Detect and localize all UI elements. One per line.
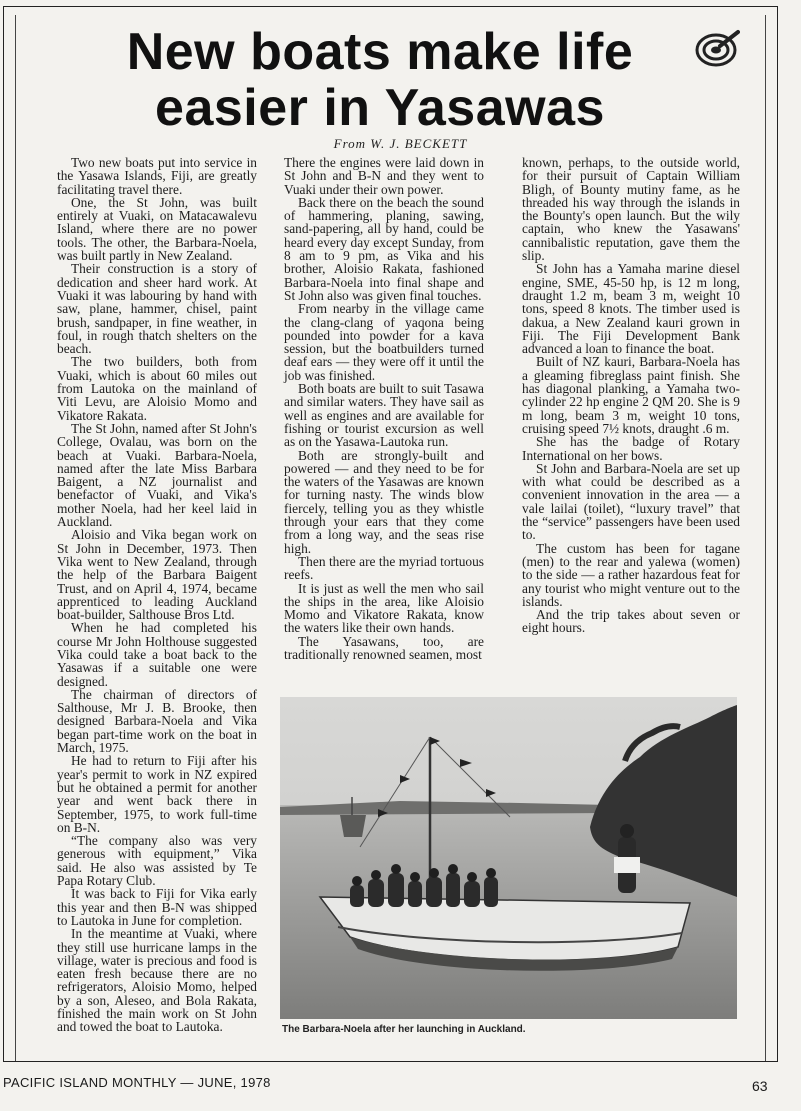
paragraph: From nearby in the village came the clang-clang of yaqona being pounded into powder for a kava session, but the boatbuilders turned deaf ears — they were off it until the job was finished.	[284, 301, 484, 383]
paragraph: known, perhaps, to the outside world, for their pursuit of Captain William Bligh, of Bounty mutiny fame, as he threaded his way through the islands in the Bounty's open launch. But the wily captain, who knew the Yasawans' cannibalistic reputation, gave them the slip.	[522, 155, 740, 264]
paragraph: One, the St John, was built entirely at Vuaki, on Matacawalevu Island, where there are no power tools. The other, the Barbara-Noela, was built partly in New Zealand.	[57, 194, 257, 264]
article-column-1	[57, 156, 257, 1034]
headline-line-1: New boats make life	[126, 23, 634, 81]
paragraph: Back there on the beach the sound of hammering, planing, sawing, sand-papering, all by hand, could be heard every day except Sunday, from 8 am to 9 pm, as Vika and his brother, Aloisio Rakata, fashioned Barbara-Noela into final shape and St John also was given final touches.	[284, 194, 484, 303]
headline-line-2: easier in Yasawas	[155, 79, 605, 137]
paragraph: St John has a Yamaha marine diesel engine, SME, 45-50 hp, is 12 m long, draught 1.2 m, beam 3 m, weight 10 tons, speed 8 knots. The timber used is dakua, a New Zealand kauri grown in Fiji. The Fiji Development Bank advanced a loan to finance the boat.	[522, 261, 740, 357]
paragraph: He had to return to Fiji after his year's permit to work in NZ expired but he obtained a permit for another year and went back there in September, 1975, to work full-time on B-N.	[57, 753, 257, 835]
paragraph: It was back to Fiji for Vika early this year and then B-N was shipped to Lautoka in June for completion.	[57, 886, 257, 928]
paragraph: Built of NZ kauri, Barbara-Noela has a gleaming fibreglass paint finish. She has diagonal planking, a Yamaha two-cylinder 22 hp engine 2 QM 20. She is 9 m long, beam 3 m, weight 10 tons, cruising speed 7½ knots, draught .6 m.	[522, 354, 740, 436]
paragraph: In the meantime at Vuaki, where they still use hurricane lamps in the village, water is precious and food is eaten fresh because there are no refrigerators, Aloisio Momo, helped by a son, Aleseo, and Bola Rakata, finished the main work on St John and towed the boat to Lautoka.	[57, 926, 257, 1035]
paragraph: The St John, named after St John's College, Ovalau, was born on the beach at Vuaki. Barbara-Noela, named after the late Miss Barbara Baigent, a NZ journalist and benefactor of Vuaki, and Vika's mother Noela, had her keel laid in Auckland.	[57, 420, 257, 530]
boat-photo-icon	[280, 697, 737, 1019]
paragraph: Both are strongly-built and powered — and they need to be for the waters of the Yasawas are known for turning nasty. The winds blow fiercely, telling you as they whistle through your ears that they come from a long way, and the seas rise high.	[284, 447, 484, 556]
photo-caption: The Barbara-Noela after her launching in Auckland.	[282, 1024, 526, 1035]
paragraph: Aloisio and Vika began work on St John in December, 1973. Then Vika went to New Zealand, through the help of the Barbara Baigent Trust, and on April 4, 1974, became apprenticed to leading Auckland boat-builder, Salthouse Bros Ltd.	[57, 527, 257, 623]
paragraph: Then there are the myriad tortuous reefs.	[284, 553, 484, 583]
paragraph: The two builders, both from Vuaki, which is about 60 miles out from Lautoka on the mainland of Viti Levu, are Aloisio Momo and Vikatore Rakata.	[57, 354, 257, 423]
paragraph: And the trip takes about seven or eight hours.	[522, 607, 740, 636]
paragraph: It is just as well the men who sail the ships in the area, like Aloisio Momo and Vikatore Rakata, know the waters like their own hands.	[284, 580, 484, 636]
paragraph: She has the badge of Rotary International on her bows.	[522, 434, 740, 463]
article-column-3	[522, 156, 740, 635]
spiral-mark-icon	[694, 28, 740, 68]
paragraph: St John and Barbara-Noela are set up with what could be described as a convenient innovation in the area — a vale lailai (toilet), “luxury travel” that the “service” passengers have been used to.	[522, 460, 740, 543]
paragraph: The custom has been for tagane (men) to the rear and yalewa (women) to the side — a rather hazardous feat for any tourist who might venture out to the islands.	[522, 540, 740, 609]
paragraph: When he had completed his course Mr John Holthouse suggested Vika could take a boat back to the Yasawas if a suitable one were designed.	[57, 620, 257, 689]
paragraph: “The company also was very generous with equipment,” Vika said. He also was assisted by Te Papa Rotary Club.	[57, 833, 257, 889]
publication-footer: PACIFIC ISLAND MONTHLY — JUNE, 1978	[3, 1075, 271, 1090]
byline: From W. J. BECKETT	[333, 136, 468, 151]
article-column-2	[284, 156, 484, 661]
paragraph: The Yasawans, too, are traditionally renowned seamen, most	[284, 633, 484, 662]
headline	[60, 24, 700, 136]
paragraph: Their construction is a story of dedication and sheer hard work. At Vuaki it was labouring by hand with saw, plane, hammer, chisel, paint brush, sandpaper, in fine weather, in foul, in rough thatch shelters on the beach.	[57, 261, 257, 357]
page-number: 63	[752, 1078, 768, 1094]
paragraph: There the engines were laid down in St John and B-N and they went to Vuaki under their own power.	[284, 155, 484, 197]
paragraph: The chairman of directors of Salthouse, Mr J. B. Brooke, then designed Barbara-Noela and Vika began part-time work on the boat in March, 1975.	[57, 686, 257, 756]
paragraph: Two new boats put into service in the Yasawa Islands, Fiji, are greatly facilitating travel there.	[57, 155, 257, 197]
paragraph: Both boats are built to suit Tasawa and similar waters. They have sail as well as engines and are available for fishing or tourist excursion as well as on the Yasawa-Lautoka run.	[284, 381, 484, 450]
